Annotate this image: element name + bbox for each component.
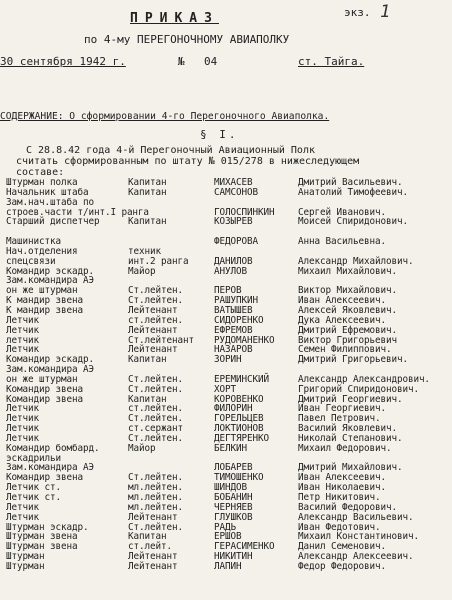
rank-cell: Ст.лейтен. xyxy=(128,432,183,444)
position-cell: Нач.отделения xyxy=(6,245,78,257)
surname-cell: СИДОРЕНКО xyxy=(214,314,264,326)
surname-cell: ТИМОШЕНКО xyxy=(214,472,264,484)
surname-cell: ЗОРИН xyxy=(214,354,242,366)
rank-cell: Капитан xyxy=(128,531,167,543)
position-cell: Летчик xyxy=(6,413,39,425)
given-names-cell: Михаил Константинович. xyxy=(298,531,419,543)
given-names-cell: Николай Степанович. xyxy=(298,432,403,444)
rank-cell: ст.лейтен. xyxy=(128,403,183,415)
position-cell: Командир эскадр. xyxy=(6,265,94,277)
position-cell: К мандир звена xyxy=(6,295,83,307)
surname-cell: ЛАПИН xyxy=(214,560,242,572)
rank-cell: Капитан xyxy=(128,186,167,198)
given-names-cell: Павел Петрович. xyxy=(298,413,381,425)
personnel-row xyxy=(0,217,452,227)
rank-cell: Капитан xyxy=(128,354,167,366)
given-names-cell: Дмитрий Васильевич. xyxy=(298,177,403,188)
given-names-cell: Иван Георгиевич. xyxy=(298,403,386,415)
position-cell: Штурман звена xyxy=(6,541,78,553)
given-names-cell: Виктор Михайлович. xyxy=(298,285,397,297)
number-label: № xyxy=(178,55,185,68)
position-cell: Начальник штаба xyxy=(6,186,89,198)
surname-cell: ГЛУШКОВ xyxy=(214,511,253,523)
surname-cell: РАДЬ xyxy=(214,521,236,533)
position-cell: Летчик xyxy=(6,403,39,415)
position-cell: Летчик xyxy=(6,511,39,523)
rank-cell: Майор xyxy=(128,442,156,454)
rank-cell: Лейтенант xyxy=(128,344,178,356)
given-names-cell: Иван Федотович. xyxy=(298,521,381,533)
given-names-cell: Дмитрий Георгиевич. xyxy=(298,393,403,405)
surname-cell: ПЕРОВ xyxy=(214,285,242,297)
surname-cell: ДЕГТЯРЕНКО xyxy=(214,432,269,444)
order-place: ст. Тайга. xyxy=(298,55,365,68)
position-cell: Летчик xyxy=(6,314,39,326)
surname-cell: ДАНИЛОВ xyxy=(214,255,253,267)
position-cell: Штурман xyxy=(6,560,45,572)
given-names-cell: Иван Алексеевич. xyxy=(298,472,386,484)
rank-cell: инт.2 ранга xyxy=(128,255,189,267)
given-names-cell: Александр Александрович. xyxy=(298,373,430,385)
rank-cell: Ст.лейтен. xyxy=(128,472,183,484)
rank-cell: Майор xyxy=(128,265,156,277)
given-names-cell: Александр Алексеевич. xyxy=(298,551,414,563)
given-names-cell: Иван Николаевич. xyxy=(298,482,386,494)
order-date: 30 сентября 1942 г. xyxy=(0,55,126,68)
position-cell: Летчик xyxy=(6,423,39,435)
position-cell: Летчик xyxy=(6,501,39,513)
given-names-cell: Анна Васильевна. xyxy=(298,236,386,248)
given-names-cell: Данил Семенович. xyxy=(298,541,386,553)
surname-cell: ФЕДОРОВА xyxy=(214,236,258,248)
surname-cell: ЕРШОВ xyxy=(214,531,242,543)
position-cell: Командир звена xyxy=(6,383,83,395)
copy-number: 1 xyxy=(380,2,391,22)
surname-cell: КОРОВЕНКО xyxy=(214,393,264,405)
rank-cell: Лейтенант xyxy=(128,511,178,523)
position-cell: строев.части т/инт.I ранга xyxy=(6,206,149,218)
surname-cell: НИКИТИН xyxy=(214,551,253,563)
position-cell: Зам.командира АЭ xyxy=(6,364,94,376)
position-cell: Командир звена xyxy=(6,472,83,484)
surname-cell: ГЕРАСИМЕНКО xyxy=(214,541,275,553)
position-cell: Летчик ст. xyxy=(6,482,61,494)
position-cell: Штурман полка xyxy=(6,177,78,188)
surname-cell: МИХАСЕВ xyxy=(214,177,253,188)
given-names-cell: Федор Федорович. xyxy=(298,560,386,572)
position-cell: Зам.командира АЭ xyxy=(6,275,94,287)
surname-cell: ВАТЫШЕВ xyxy=(214,304,253,316)
position-cell: Зам.нач.штаба по xyxy=(6,196,94,208)
surname-cell: ГОРЕЛЬЦЕВ xyxy=(214,413,264,425)
position-cell: Штурман звена xyxy=(6,531,78,543)
surname-cell: ЛОКТИОНОВ xyxy=(214,423,264,435)
given-names-cell: Василий Яковлевич. xyxy=(298,423,397,435)
personnel-row xyxy=(0,562,452,572)
given-names-cell: Григорий Спиридонович. xyxy=(298,383,419,395)
given-names-cell: Дмитрий Михайлович. xyxy=(298,462,403,474)
rank-cell: Лейтенант xyxy=(128,324,178,336)
position-cell: Штурман эскадр. xyxy=(6,521,89,533)
intro-line: считать сформированным по штату № 015/278 в нижеследующем xyxy=(16,156,360,167)
rank-cell: Ст.лейтен. xyxy=(128,383,183,395)
rank-cell: мл.лейтен. xyxy=(128,501,183,513)
position-cell: он же штурман xyxy=(6,373,78,385)
given-names-cell: Михаил Михайлович. xyxy=(298,265,397,277)
surname-cell: РАШУПКИН xyxy=(214,295,258,307)
intro-line: составе: xyxy=(16,167,65,178)
rank-cell: Лейтенант xyxy=(128,560,178,572)
rank-cell: Ст.лейтен. xyxy=(128,295,183,307)
intro-line: С 28.8.42 года 4-й Перегоночный Авиационный Полк xyxy=(26,145,315,156)
rank-cell: техник xyxy=(128,245,161,257)
position-cell: Летчик ст. xyxy=(6,492,61,503)
given-names-cell: Михаил Федорович. xyxy=(298,442,392,454)
surname-cell: НАЗАРОВ xyxy=(214,344,253,356)
given-names-cell: Моисей Спиридонович. xyxy=(298,216,408,228)
surname-cell: ГОЛОСПИНКИН xyxy=(214,206,275,218)
rank-cell: Лейтенант xyxy=(128,304,178,316)
position-cell: Машинистка xyxy=(6,236,61,248)
rank-cell: ст.сержант xyxy=(128,423,183,435)
rank-cell: ст.лейт. xyxy=(128,541,172,553)
rank-cell: Капитан xyxy=(128,216,167,228)
given-names-cell: Дука Алексеевич. xyxy=(298,314,386,326)
surname-cell: ЕРЕМИНСКИЙ xyxy=(214,373,269,385)
position-cell: спецсвязи xyxy=(6,255,56,267)
rank-cell: Ст.лейтен. xyxy=(128,521,183,533)
position-cell: Старший диспетчер xyxy=(6,216,100,228)
rank-cell: мл.лейтен. xyxy=(128,492,183,503)
surname-cell: ЕФРЕМОВ xyxy=(214,324,253,336)
given-names-cell: Семен Филиппович. xyxy=(298,344,392,356)
document-title: ПРИКАЗ xyxy=(130,11,219,26)
order-number: 04 xyxy=(204,55,218,68)
position-cell: Командир звена xyxy=(6,393,83,405)
position-cell: К мандир звена xyxy=(6,304,83,316)
rank-cell: мл.лейтен. xyxy=(128,482,183,494)
surname-cell: АНУЛОВ xyxy=(214,265,247,277)
given-names-cell: Виктор Григорьевич xyxy=(298,334,397,346)
position-cell: Летчик xyxy=(6,432,39,444)
position-cell: Зам.командира АЭ xyxy=(6,462,94,474)
surname-cell: РУДОМАНЕНКО xyxy=(214,334,275,346)
surname-cell: ХОРТ xyxy=(214,383,236,395)
surname-cell: САМСОНОВ xyxy=(214,186,258,198)
personnel-list xyxy=(0,178,452,572)
copy-label: экз. xyxy=(344,6,371,19)
position-cell: Штурман xyxy=(6,551,45,563)
given-names-cell: Сергей Иванович. xyxy=(298,206,386,218)
position-cell: Летчик xyxy=(6,324,39,336)
addressee: по 4-му ПЕРЕГОНОЧНОМУ АВИАПОЛКУ xyxy=(84,33,290,46)
order-subject: СОДЕРЖАНИЕ: О сформировании 4-го Перегоночного Авиаполка. xyxy=(0,111,330,122)
rank-cell: Ст.лейтен. xyxy=(128,413,183,425)
surname-cell: ЛОБАРЕВ xyxy=(214,462,253,474)
given-names-cell: Александр Михайлович. xyxy=(298,255,414,267)
position-cell: он же штурман xyxy=(6,285,78,297)
position-cell: Командир эскадр. xyxy=(6,354,94,366)
surname-cell: ФИЛОРИН xyxy=(214,403,253,415)
rank-cell: Ст.лейтен. xyxy=(128,285,183,297)
rank-cell: Капитан xyxy=(128,393,167,405)
given-names-cell: Иван Алексеевич. xyxy=(298,295,386,307)
given-names-cell: Дмитрий Григорьевич. xyxy=(298,354,408,366)
rank-cell: ст.лейтен. xyxy=(128,314,183,326)
surname-cell: ЧЕРНЯЕВ xyxy=(214,501,253,513)
given-names-cell: Василий Федорович. xyxy=(298,501,397,513)
surname-cell: ШИНДОВ xyxy=(214,482,247,494)
position-cell: Командир бомбард. xyxy=(6,442,100,454)
given-names-cell: Александр Васильевич. xyxy=(298,511,414,523)
given-names-cell: Петр Никитович. xyxy=(298,492,381,503)
given-names-cell: Алексей Яковлевич. xyxy=(298,304,397,316)
position-cell: Летчик xyxy=(6,344,39,356)
position-cell: эскадрильи xyxy=(6,452,61,464)
rank-cell: Ст.лейтен. xyxy=(128,373,183,385)
given-names-cell: Анатолий Тимофеевич. xyxy=(298,186,408,198)
surname-cell: БЕЛКИН xyxy=(214,442,247,454)
given-names-cell: Дмитрий Ефремович. xyxy=(298,324,397,336)
personnel-row xyxy=(0,444,452,454)
surname-cell: КОЗЫРЕВ xyxy=(214,216,253,228)
rank-cell: Капитан xyxy=(128,177,167,188)
position-cell: летчик xyxy=(6,334,39,346)
rank-cell: Ст.лейтенант xyxy=(128,334,194,346)
surname-cell: БОБАНИН xyxy=(214,492,253,503)
rank-cell: Лейтенант xyxy=(128,551,178,563)
section-heading: § I. xyxy=(200,128,239,141)
